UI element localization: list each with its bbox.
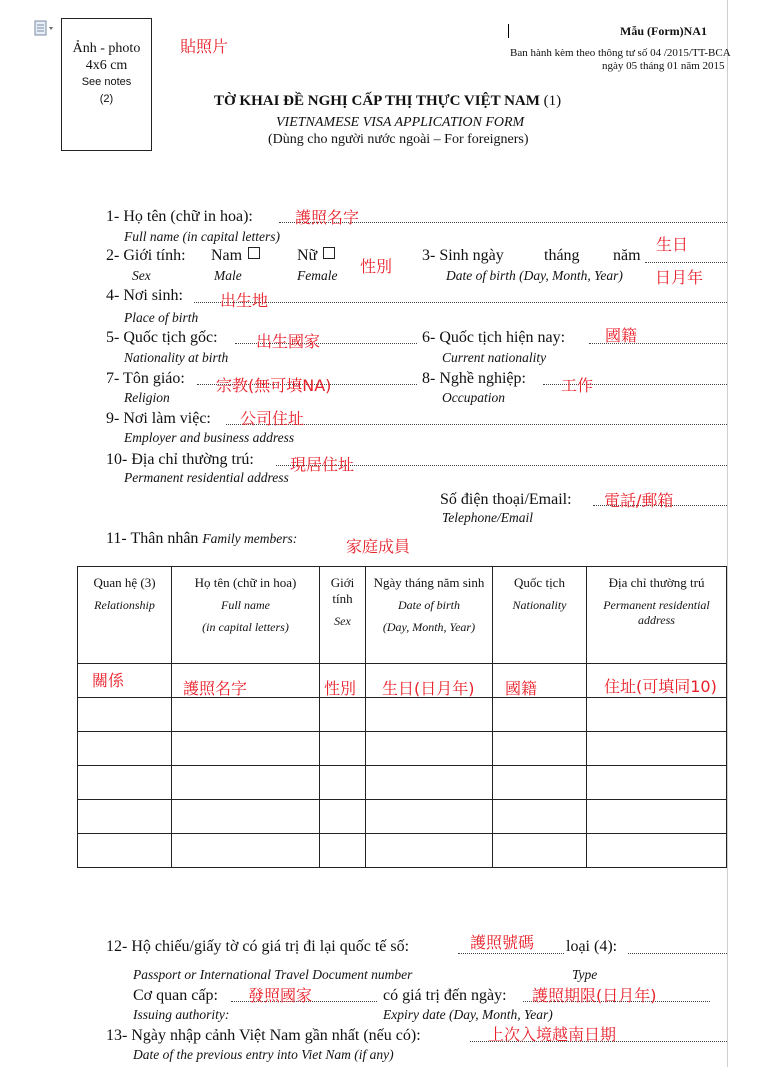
col-date-of-birth: Ngày tháng năm sinh Date of birth (Day, Month, Year) [366,567,493,664]
annotation-residence: 現居住址 [290,455,355,474]
annotation-family: 家庭成員 [346,537,411,556]
field-2-sex-en: Sex [132,268,151,283]
annotation-occupation: 工作 [561,376,594,395]
female-checkbox[interactable] [323,247,335,259]
field-12-label: 12- Hộ chiếu/giấy tờ có giá trị đi lại quốc tế số: [106,938,410,955]
phone-label: Số điện thoại/Email: [440,491,572,508]
field-9-label: 9- Nơi làm việc: [106,410,211,427]
field-5-label: 5- Quốc tịch gốc: [106,329,218,346]
annotation-table-address: 住址(可填同10) [604,677,717,696]
annotation-photo: 貼照片 [180,37,229,56]
annotation-full-name: 護照名字 [295,208,360,227]
field-3-en: Date of birth (Day, Month, Year) [446,268,623,283]
col-relationship: Quan hệ (3) Relationship [78,567,172,664]
field-12-number-line[interactable] [458,953,564,954]
field-1-label: 1- Họ tên (chữ in hoa): [106,208,253,225]
form-title: TỜ KHAI ĐỀ NGHỊ CẤP THỊ THỰC VIỆT NAM (1) [214,93,562,109]
photo-label: Ảnh - photo [72,41,141,56]
col-sex: Giới tính Sex [320,567,366,664]
annotation-table-name: 護照名字 [183,679,248,698]
field-2-female: Nữ [297,247,335,265]
field-10-en: Permanent residential address [124,470,289,485]
field-3-month: tháng [544,247,580,264]
field-7-label: 7- Tôn giáo: [106,370,185,387]
field-2-male-en: Male [214,268,242,283]
field-1-en: Full name (in capital letters) [124,229,280,244]
field-7-en: Religion [124,390,170,405]
field-12-type-en: Type [572,967,598,982]
field-10-label: 10- Địa chỉ thường trú: [106,451,254,468]
annotation-relationship: 關係 [92,671,125,690]
document-icon[interactable] [34,20,56,38]
photo-size: 4x6 cm [85,58,128,73]
issuer-en: Issuing authority: [133,1007,230,1022]
col-address: Địa chỉ thường trú Permanent residential address [587,567,727,664]
field-8-en: Occupation [442,390,505,405]
male-checkbox[interactable] [248,247,260,259]
field-11-label: 11- Thân nhân Family members: [106,530,298,547]
field-3-label: 3- Sinh ngày [422,247,504,264]
table-header-row [78,567,727,664]
annotation-birthday: 生日 [656,235,689,254]
photo-see-notes: See notes [81,76,132,88]
field-2-female-en: Female [297,268,338,283]
field-8-label: 8- Nghề nghiệp: [422,370,526,387]
text-cursor [508,24,509,38]
annotation-phone-email: 電話/郵箱 [604,491,674,510]
page-margin-ruler [727,0,728,1067]
annotation-sex: 性別 [360,257,393,276]
annotation-last-entry: 上次入境越南日期 [488,1025,617,1044]
annotation-place-of-birth: 出生地 [220,291,269,310]
annotation-nationality: 國籍 [605,326,638,345]
annotation-issuer: 發照國家 [248,986,313,1005]
photo-note-number: (2) [99,93,114,105]
expiry-en: Expiry date (Day, Month, Year) [383,1007,553,1022]
field-2-male: Nam [211,247,260,265]
field-3-year: năm [613,247,641,264]
annotation-passport-number: 護照號碼 [470,933,535,952]
table-row[interactable] [78,834,727,868]
form-number: Mẫu (Form)NA1 [620,24,707,38]
table-row[interactable] [78,698,727,732]
form-subtitle: (Dùng cho người nước ngoài – For foreigners) [268,132,529,147]
annotation-expiry: 護照期限(日月年) [532,986,657,1005]
table-row[interactable] [78,732,727,766]
issued-line-2: ngày 05 tháng 01 năm 2015 [602,60,725,72]
phone-en: Telephone/Email [442,510,533,525]
table-row[interactable] [78,800,727,834]
field-4-line[interactable] [194,302,727,303]
field-4-en: Place of birth [124,310,199,325]
field-4-label: 4- Nơi sinh: [106,287,183,304]
issuer-label: Cơ quan cấp: [133,987,218,1004]
field-3-line[interactable] [645,262,727,263]
field-12-type-label: loại (4): [566,938,618,955]
annotation-birth-nationality: 出生國家 [256,332,321,351]
annotation-religion: 宗教(無可填NA) [216,376,332,395]
field-6-en: Current nationality [442,350,547,365]
field-6-label: 6- Quốc tịch hiện nay: [422,329,566,346]
expiry-label: có giá trị đến ngày: [383,987,507,1004]
annotation-employer: 公司住址 [240,409,305,428]
field-13-en: Date of the previous entry into Viet Nam (if any) [133,1047,394,1062]
family-members-table [77,566,727,868]
annotation-table-sex: 性別 [324,679,357,698]
photo-box[interactable] [61,18,152,151]
field-2-label: 2- Giới tính: [106,247,186,264]
field-13-label: 13- Ngày nhập cảnh Việt Nam gần nhất (nếu có): [106,1027,421,1044]
form-title-english: VIETNAMESE VISA APPLICATION FORM [276,115,525,130]
field-12-en: Passport or International Travel Document number [133,967,413,982]
field-12-type-line[interactable] [628,953,727,954]
field-5-en: Nationality at birth [124,350,229,365]
issued-line-1: Ban hành kèm theo thông tư số 04 /2015/TT-BCA [510,47,731,59]
annotation-table-nationality: 國籍 [505,679,538,698]
col-full-name: Họ tên (chữ in hoa) Full name (in capital letters) [172,567,320,664]
field-9-en: Employer and business address [124,430,295,445]
col-nationality: Quốc tịch Nationality [493,567,587,664]
table-row[interactable] [78,766,727,800]
annotation-table-dob: 生日(日月年) [382,679,475,698]
annotation-date-format: 日月年 [655,268,704,287]
